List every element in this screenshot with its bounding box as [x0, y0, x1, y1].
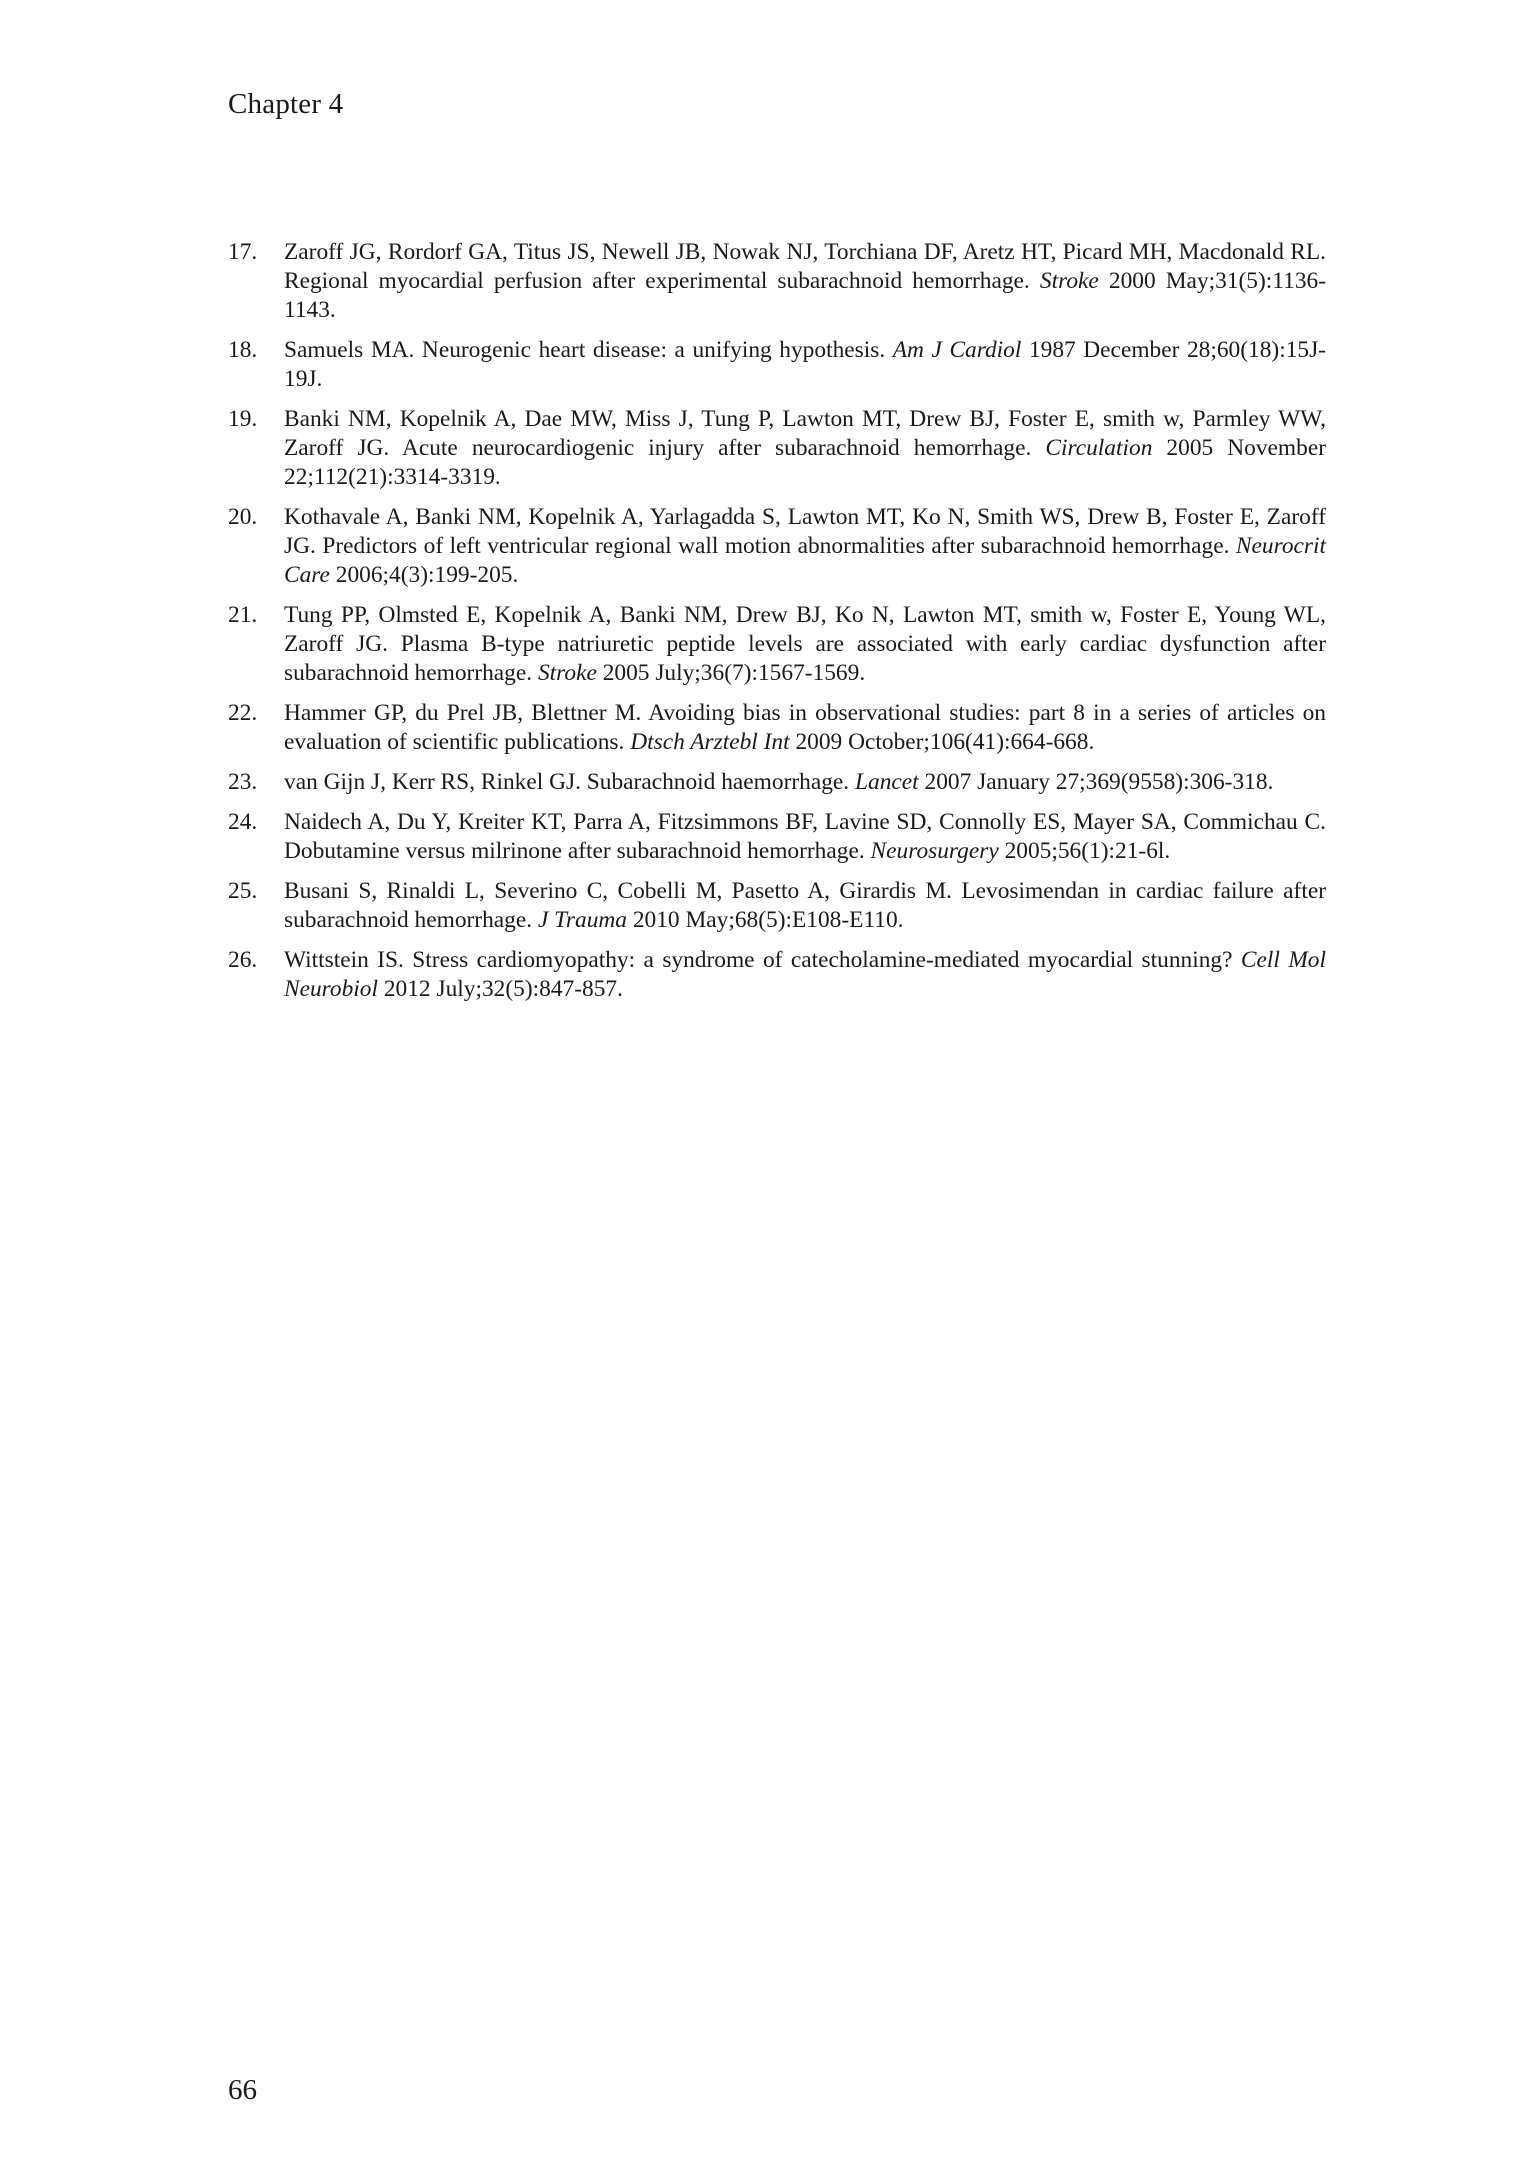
reference-citation: 2010 May;68(5):E108-E110. — [626, 907, 904, 933]
reference-citation: 2005 July;36(7):1567-1569. — [596, 660, 866, 686]
reference-number: 19. — [228, 406, 258, 432]
reference-item — [228, 336, 1326, 394]
reference-item — [228, 601, 1326, 688]
reference-journal: Dtsch Arztebl Int — [630, 729, 790, 755]
reference-journal: Neurocrit Care — [284, 533, 1326, 588]
reference-authors-title: Zaroff JG, Rordorf GA, Titus JS, Newell JB, Nowak NJ, Torchiana DF, Aretz HT, Picard MH, Macdonald RL. Regional myocardial perfusion after experimental subarachnoid hemorrhage. — [284, 239, 1326, 294]
reference-text — [284, 768, 1326, 797]
reference-journal: Stroke — [1039, 268, 1099, 294]
reference-citation: 2012 July;32(5):847-857. — [378, 976, 623, 1002]
reference-number: 23. — [228, 769, 258, 795]
reference-citation: 2000 May;31(5):1136-1143. — [284, 268, 1326, 323]
reference-authors-title: Tung PP, Olmsted E, Kopelnik A, Banki NM, Drew BJ, Ko N, Lawton MT, smith w, Foster E, Young WL, Zaroff JG. Plasma B-type natriuretic peptide levels are associated with early cardiac dysfunction after subarachnoid hemorrhage. — [284, 602, 1326, 686]
reference-authors-title: Samuels MA. Neurogenic heart disease: a unifying hypothesis. — [284, 337, 893, 363]
reference-text — [284, 808, 1326, 866]
reference-text — [284, 238, 1326, 325]
reference-text — [284, 405, 1326, 492]
reference-journal: Lancet — [855, 769, 919, 795]
reference-number: 25. — [228, 878, 258, 904]
reference-authors-title: Naidech A, Du Y, Kreiter KT, Parra A, Fitzsimmons BF, Lavine SD, Connolly ES, Mayer SA, Commichau C. Dobutamine versus milrinone after subarachnoid hemorrhage. — [284, 809, 1326, 864]
reference-journal: Circulation — [1045, 435, 1153, 461]
reference-authors-title: van Gijn J, Kerr RS, Rinkel GJ. Subarachnoid haemorrhage. — [284, 769, 856, 795]
reference-journal: Stroke — [537, 660, 597, 686]
reference-text — [284, 503, 1326, 590]
page-number: 66 — [228, 2074, 257, 2106]
reference-authors-title: Hammer GP, du Prel JB, Blettner M. Avoiding bias in observational studies: part 8 in a series of articles on evaluation of scientific publications. — [284, 700, 1326, 755]
reference-text — [284, 336, 1326, 394]
reference-number: 21. — [228, 602, 258, 628]
running-head: Chapter 4 — [228, 88, 344, 120]
reference-text — [284, 877, 1326, 935]
reference-item — [228, 808, 1326, 866]
reference-item — [228, 699, 1326, 757]
reference-number: 18. — [228, 337, 258, 363]
reference-journal: J Trauma — [537, 907, 627, 933]
reference-list — [228, 238, 1326, 1015]
reference-number: 24. — [228, 809, 258, 835]
reference-journal: Neurosurgery — [870, 838, 999, 864]
reference-text — [284, 699, 1326, 757]
reference-item — [228, 946, 1326, 1004]
reference-journal: Am J Cardiol — [892, 337, 1022, 363]
reference-text — [284, 601, 1326, 688]
reference-citation: 2006;4(3):199-205. — [329, 562, 519, 588]
reference-item — [228, 768, 1326, 797]
reference-citation: 1987 December 28;60(18):15J-19J. — [284, 337, 1326, 392]
reference-authors-title: Busani S, Rinaldi L, Severino C, Cobelli M, Pasetto A, Girardis M. Levosimendan in cardiac failure after subarachnoid hemorrhage. — [284, 878, 1326, 933]
reference-item — [228, 503, 1326, 590]
reference-authors-title: Kothavale A, Banki NM, Kopelnik A, Yarlagadda S, Lawton MT, Ko N, Smith WS, Drew B, Foster E, Zaroff JG. Predictors of left ventricular regional wall motion abnormalities after subarachnoid hemorrhage. — [284, 504, 1326, 559]
reference-authors-title: Wittstein IS. Stress cardiomyopathy: a syndrome of catecholamine-mediated myocardial stunning? — [284, 947, 1241, 973]
reference-number: 17. — [228, 239, 258, 265]
reference-citation: 2005 November 22;112(21):3314-3319. — [284, 435, 1326, 490]
reference-text — [284, 946, 1326, 1004]
reference-number: 20. — [228, 504, 258, 530]
reference-journal: Cell Mol Neurobiol — [284, 947, 1327, 1002]
reference-item — [228, 877, 1326, 935]
reference-item — [228, 405, 1326, 492]
reference-citation: 2009 October;106(41):664-668. — [789, 729, 1095, 755]
reference-number: 26. — [228, 947, 258, 973]
reference-citation: 2005;56(1):21-6l. — [998, 838, 1171, 864]
reference-citation: 2007 January 27;369(9558):306-318. — [918, 769, 1274, 795]
reference-number: 22. — [228, 700, 258, 726]
reference-item — [228, 238, 1326, 325]
reference-authors-title: Banki NM, Kopelnik A, Dae MW, Miss J, Tung P, Lawton MT, Drew BJ, Foster E, smith w, Parmley WW, Zaroff JG. Acute neurocardiogenic injury after subarachnoid hemorrhage. — [284, 406, 1326, 461]
